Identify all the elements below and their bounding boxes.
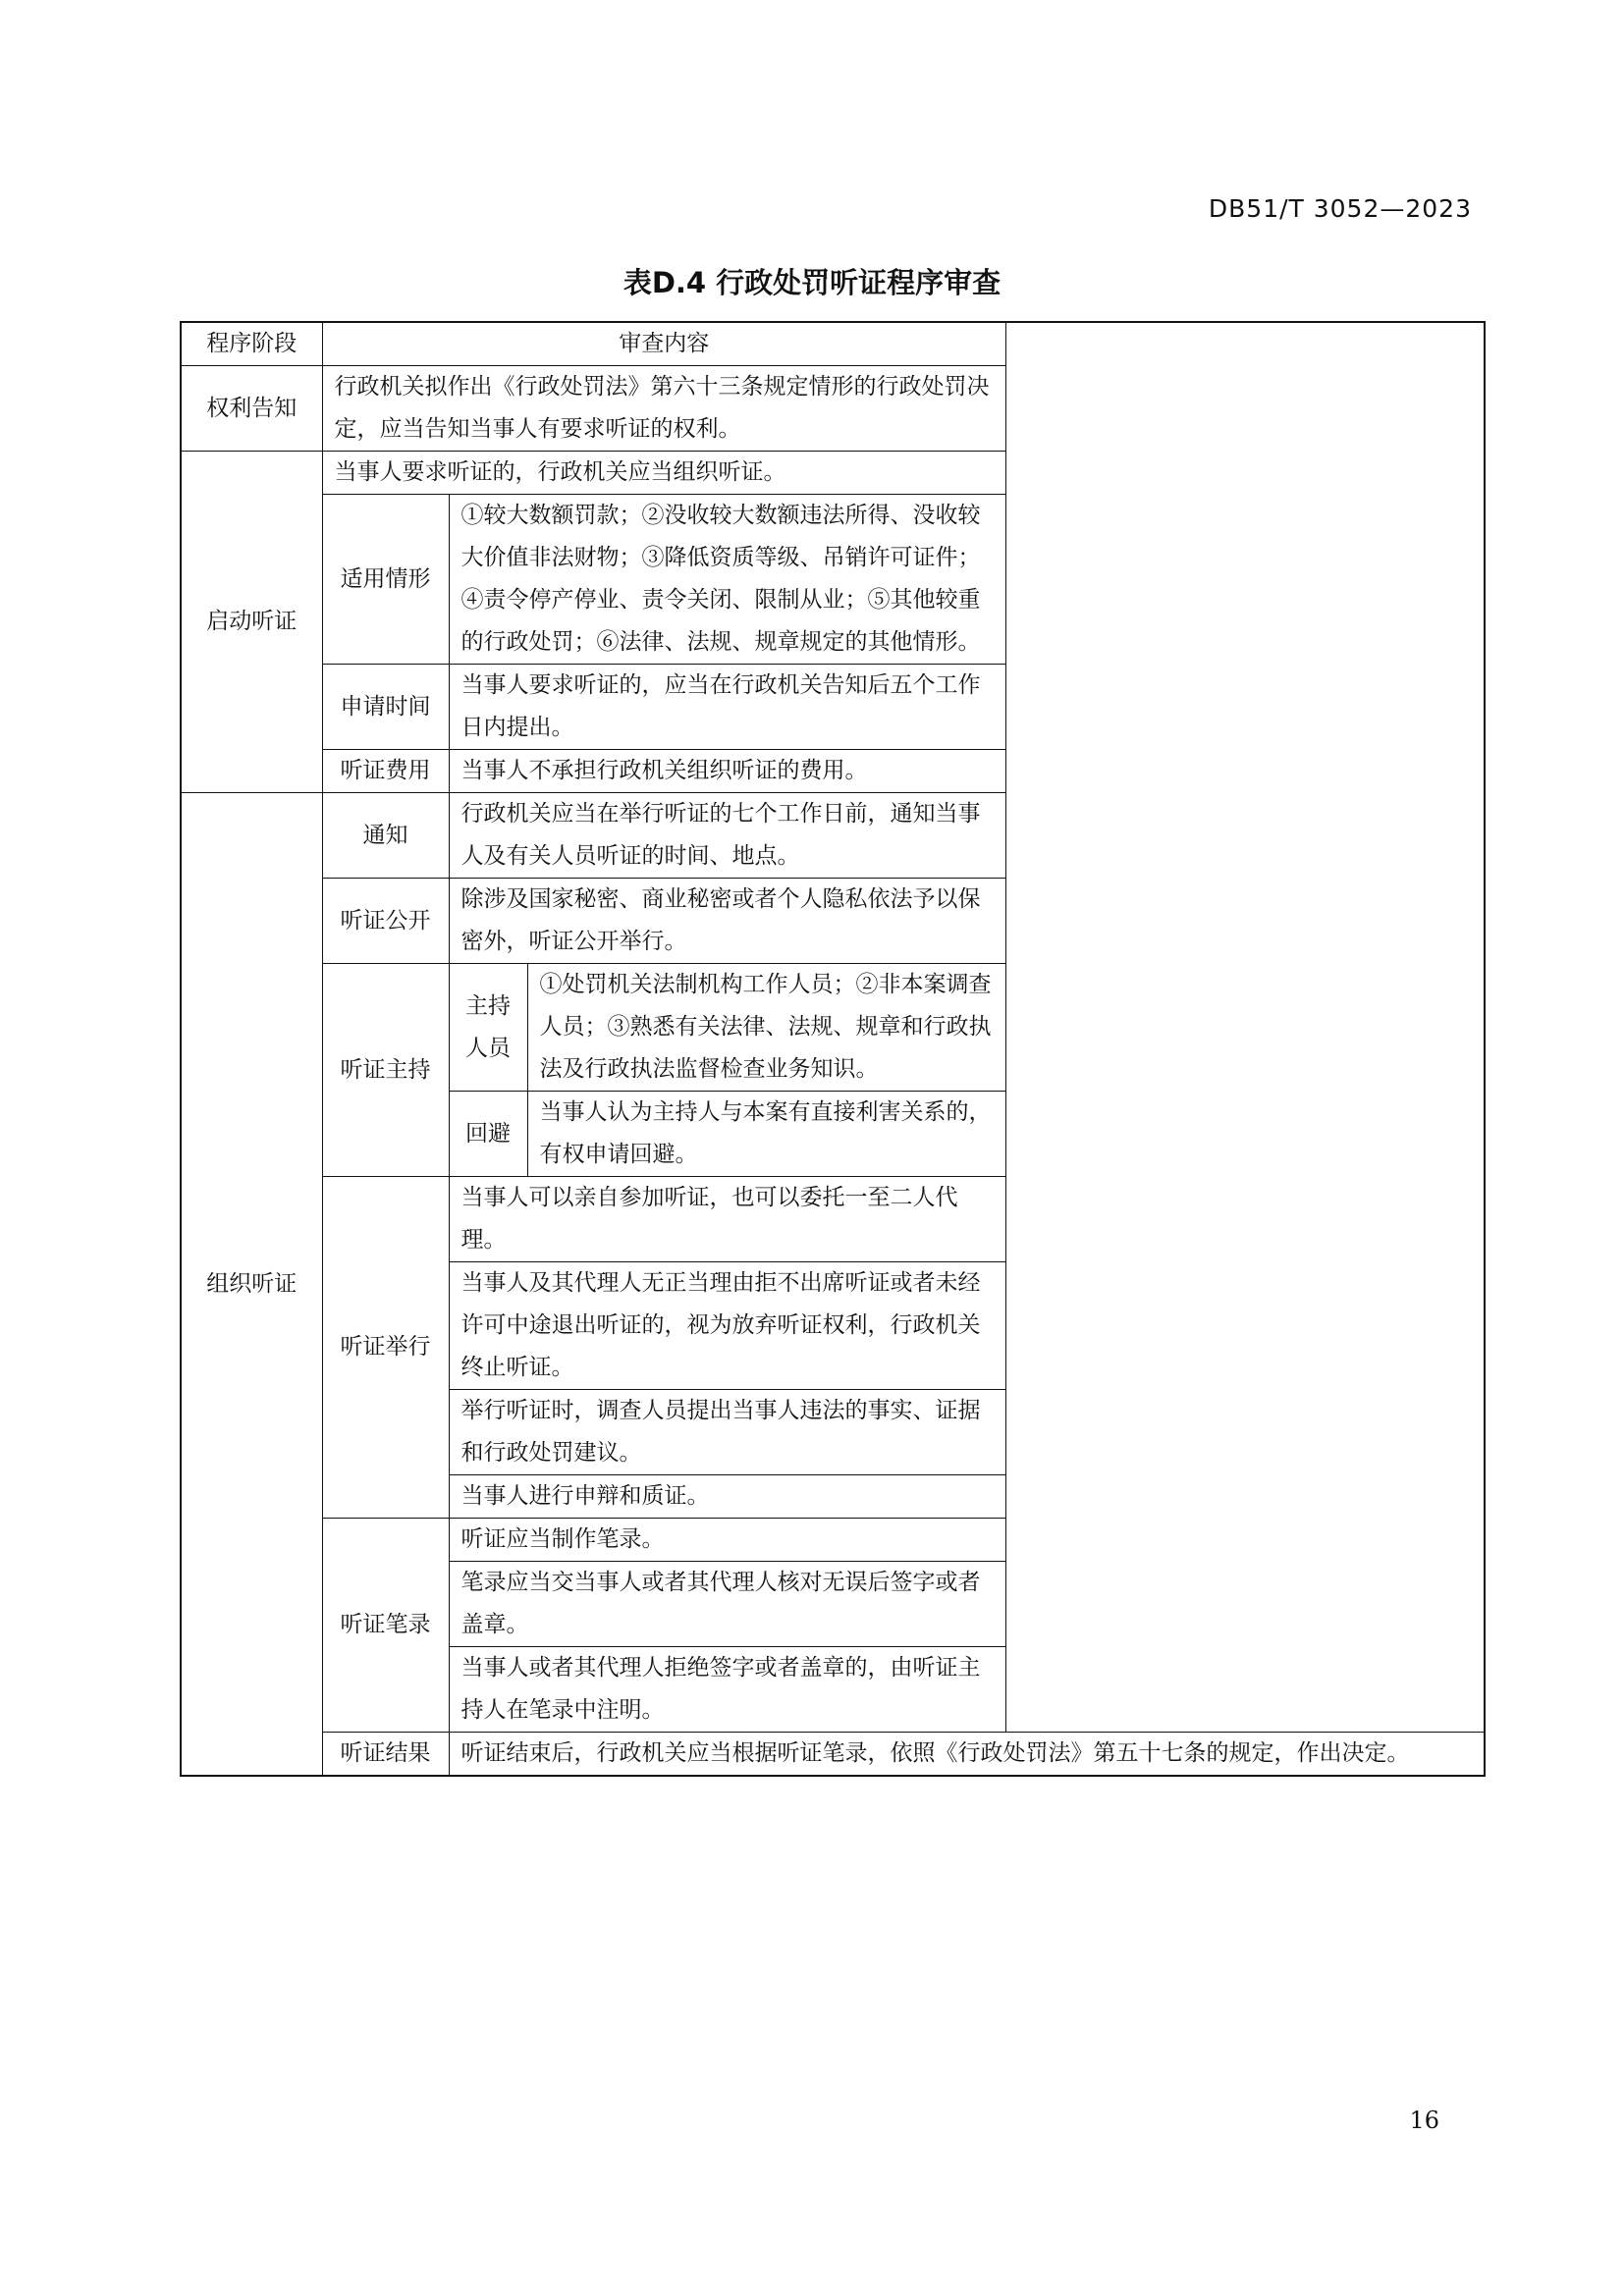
table-row (181, 366, 1485, 452)
start-hearing-intro: 当事人要求听证的，行政机关应当组织听证。 (322, 452, 1006, 495)
conduct-text-4: 当事人进行申辩和质证。 (449, 1475, 1006, 1519)
table-row (181, 1733, 1485, 1777)
notice-label: 通知 (322, 793, 449, 879)
conduct-text-1: 当事人可以亲自参加听证，也可以委托一至二人代理。 (449, 1177, 1006, 1262)
stage-result: 听证结果 (322, 1733, 449, 1777)
record-text-3: 当事人或者其代理人拒绝签字或者盖章的，由听证主持人在笔录中注明。 (449, 1647, 1006, 1733)
record-text-2: 笔录应当交当事人或者其代理人核对无误后签字或者盖章。 (449, 1562, 1006, 1647)
public-label: 听证公开 (322, 879, 449, 964)
recusal-text: 当事人认为主持人与本案有直接利害关系的，有权申请回避。 (527, 1092, 1006, 1177)
fee-text: 当事人不承担行政机关组织听证的费用。 (449, 750, 1006, 793)
record-text-1: 听证应当制作笔录。 (449, 1519, 1006, 1562)
applicable-text: ①较大数额罚款；②没收较大数额违法所得、没收较大价值非法财物；③降低资质等级、吊销许可证件；④责令停产停业、责令关闭、限制从业；⑤其他较重的行政处罚；⑥法律、法规、规章规定的其他情形。 (449, 495, 1006, 665)
table-row (181, 793, 1485, 879)
fee-label: 听证费用 (322, 750, 449, 793)
page-number: 16 (1409, 2107, 1439, 2134)
host-label: 听证主持 (322, 964, 449, 1177)
notice-text: 行政机关应当在举行听证的七个工作日前，通知当事人及有关人员听证的时间、地点。 (449, 793, 1006, 879)
conduct-label: 听证举行 (322, 1177, 449, 1519)
stage-rights-notice: 权利告知 (181, 366, 322, 452)
apply-time-label: 申请时间 (322, 665, 449, 750)
table-row (181, 879, 1485, 964)
table-row (181, 495, 1485, 665)
host-person-label (449, 964, 527, 1092)
table-header-row (181, 322, 1485, 366)
rights-notice-text: 行政机关拟作出《行政处罚法》第六十三条规定情形的行政处罚决定，应当告知当事人有要求听证的权利。 (322, 366, 1006, 452)
host-person-text: ①处罚机关法制机构工作人员；②非本案调查人员；③熟悉有关法律、法规、规章和行政执法及行政执法监督检查业务知识。 (527, 964, 1006, 1092)
recusal-label: 回避 (449, 1092, 527, 1177)
table-row (181, 1519, 1485, 1562)
applicable-label: 适用情形 (322, 495, 449, 665)
host-person-label-line2: 人员 (465, 1035, 511, 1061)
doc-code: DB51/T 3052—2023 (1208, 194, 1472, 223)
conduct-text-3: 举行听证时，调查人员提出当事人违法的事实、证据和行政处罚建议。 (449, 1390, 1006, 1475)
table-row (181, 1177, 1485, 1262)
header-content: 审查内容 (322, 322, 1006, 366)
table-row (181, 750, 1485, 793)
public-text: 除涉及国家秘密、商业秘密或者个人隐私依法予以保密外，听证公开举行。 (449, 879, 1006, 964)
table-row (181, 452, 1485, 495)
apply-time-text: 当事人要求听证的，应当在行政机关告知后五个工作日内提出。 (449, 665, 1006, 750)
table-row (181, 964, 1485, 1092)
conduct-text-2: 当事人及其代理人无正当理由拒不出席听证或者未经许可中途退出听证的，视为放弃听证权利，行政机关终止听证。 (449, 1262, 1006, 1390)
result-text: 听证结束后，行政机关应当根据听证笔录，依照《行政处罚法》第五十七条的规定，作出决定。 (449, 1733, 1485, 1777)
record-label: 听证笔录 (322, 1519, 449, 1733)
stage-start-hearing: 启动听证 (181, 452, 322, 793)
table-row (181, 665, 1485, 750)
host-person-label-line1: 主持 (465, 992, 511, 1019)
review-table (180, 321, 1486, 1777)
stage-organize-hearing: 组织听证 (181, 793, 322, 1777)
header-stage: 程序阶段 (181, 322, 322, 366)
table-title: 表D.4 行政处罚听证程序审查 (623, 266, 1001, 299)
